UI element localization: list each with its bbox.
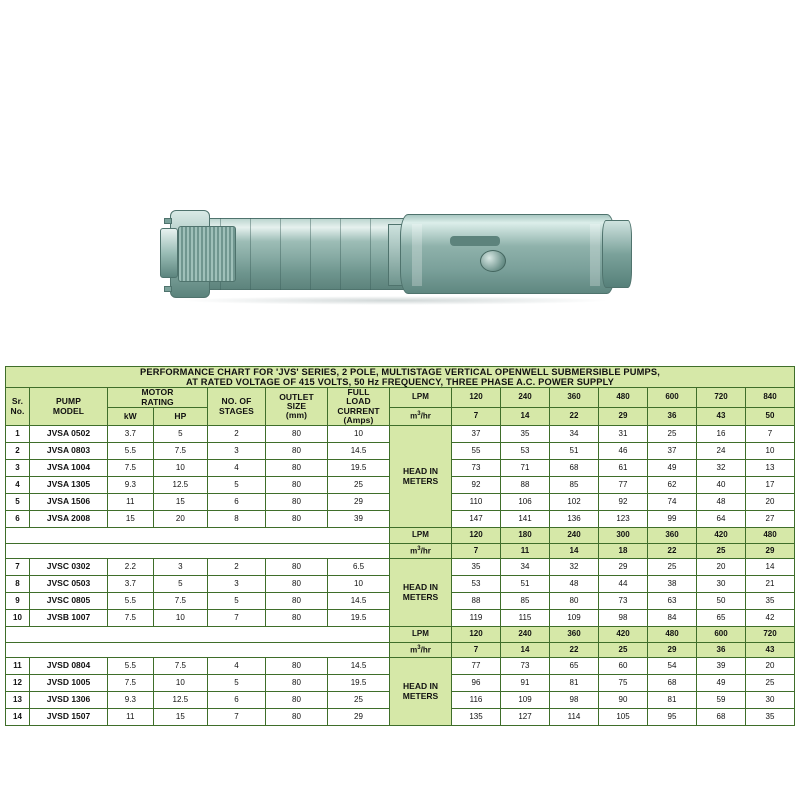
m3hr-value: 7	[452, 643, 501, 658]
cell-head: 20	[697, 559, 746, 576]
m3hr-value: 22	[648, 544, 697, 559]
cell-head: 35	[501, 426, 550, 443]
cell-head: 99	[648, 511, 697, 528]
cell-sr-no: 4	[6, 477, 30, 494]
m3hr-band-row-3	[6, 643, 795, 658]
cell-head: 92	[452, 477, 501, 494]
cell-current: 19.5	[328, 460, 390, 477]
cell-head: 29	[599, 559, 648, 576]
cell-head: 62	[648, 477, 697, 494]
lpm-value: 240	[550, 528, 599, 544]
cell-hp: 5	[153, 426, 207, 443]
cell-head: 53	[452, 576, 501, 593]
spacer-left-3	[6, 627, 390, 643]
cell-sr-no: 6	[6, 511, 30, 528]
cell-head: 35	[746, 709, 795, 726]
cell-head: 77	[452, 658, 501, 675]
cell-head: 61	[599, 460, 648, 477]
lpm-value: 720	[746, 627, 795, 643]
cell-kw: 3.7	[108, 426, 154, 443]
cell-sr-no: 12	[6, 675, 30, 692]
cell-hp: 12.5	[153, 477, 207, 494]
pump-strainer	[178, 226, 236, 282]
cell-current: 10	[328, 426, 390, 443]
cell-outlet: 80	[266, 511, 328, 528]
cell-current: 39	[328, 511, 390, 528]
cell-head: 59	[697, 692, 746, 709]
pump-shadow	[180, 296, 610, 305]
pump-motor-housing	[400, 214, 615, 294]
cell-head: 106	[501, 494, 550, 511]
cell-pump-model: JVSA 2008	[30, 511, 108, 528]
pump-bolt	[480, 250, 506, 272]
cell-head: 37	[452, 426, 501, 443]
header-motor-rating: MOTOR RATING	[108, 388, 208, 408]
table-title-line-2: AT RATED VOLTAGE OF 415 VOLTS, 50 Hz FREQUENCY, THREE PHASE A.C. POWER SUPPLY	[186, 377, 614, 388]
m3hr-value: 43	[746, 643, 795, 658]
cell-hp: 15	[153, 494, 207, 511]
cell-outlet: 80	[266, 692, 328, 709]
spacer-left-2b	[6, 544, 390, 559]
cell-sr-no: 1	[6, 426, 30, 443]
cell-hp: 20	[153, 511, 207, 528]
cell-head: 147	[452, 511, 501, 528]
cell-pump-model: JVSB 1007	[30, 610, 108, 627]
cell-head: 38	[648, 576, 697, 593]
cell-head: 71	[501, 460, 550, 477]
cell-head: 39	[697, 658, 746, 675]
cell-pump-model: JVSA 0803	[30, 443, 108, 460]
cell-sr-no: 2	[6, 443, 30, 460]
lpm-band-row-2	[6, 528, 795, 544]
cell-head: 74	[648, 494, 697, 511]
cell-head: 88	[452, 593, 501, 610]
cell-head: 32	[697, 460, 746, 477]
cell-hp: 10	[153, 460, 207, 477]
cell-head: 25	[746, 675, 795, 692]
lpm-value: 480	[599, 388, 648, 408]
header-row-2	[6, 408, 795, 426]
lpm-value: 240	[501, 627, 550, 643]
m3hr-value: 50	[746, 408, 795, 426]
table-title-row	[6, 367, 795, 388]
cell-head: 110	[452, 494, 501, 511]
cell-head: 136	[550, 511, 599, 528]
cell-kw: 5.5	[108, 658, 154, 675]
cell-head: 34	[501, 559, 550, 576]
cell-head: 30	[746, 692, 795, 709]
header-m3hr-block-2: $m^3/hr$	[390, 544, 452, 559]
table-row	[6, 426, 795, 443]
m3hr-value: 18	[599, 544, 648, 559]
cell-head: 98	[599, 610, 648, 627]
lpm-value: 120	[452, 528, 501, 544]
lpm-value: 180	[501, 528, 550, 544]
cell-pump-model: JVSC 0302	[30, 559, 108, 576]
cell-current: 10	[328, 576, 390, 593]
cell-stages: 3	[208, 576, 266, 593]
cell-head: 48	[697, 494, 746, 511]
lpm-value: 600	[697, 627, 746, 643]
cell-stages: 6	[208, 494, 266, 511]
cell-head: 109	[501, 692, 550, 709]
cell-hp: 5	[153, 576, 207, 593]
cell-head: 102	[550, 494, 599, 511]
cell-pump-model: JVSD 1507	[30, 709, 108, 726]
cell-outlet: 80	[266, 709, 328, 726]
cell-current: 25	[328, 477, 390, 494]
cell-head: 50	[697, 593, 746, 610]
cell-head: 35	[746, 593, 795, 610]
pump-stage-line	[370, 218, 371, 290]
cell-head: 21	[746, 576, 795, 593]
cell-outlet: 80	[266, 443, 328, 460]
product-image-area	[0, 0, 800, 360]
cell-current: 14.5	[328, 658, 390, 675]
lpm-value: 840	[746, 388, 795, 408]
header-lpm-block-2: LPM	[390, 528, 452, 544]
m3hr-value: 29	[746, 544, 795, 559]
m3hr-value: 11	[501, 544, 550, 559]
pump-motor-rib	[590, 224, 600, 286]
cell-outlet: 80	[266, 494, 328, 511]
cell-head: 46	[599, 443, 648, 460]
cell-head: 116	[452, 692, 501, 709]
cell-stages: 2	[208, 426, 266, 443]
cell-outlet: 80	[266, 576, 328, 593]
cell-head: 91	[501, 675, 550, 692]
cell-head: 135	[452, 709, 501, 726]
cell-head: 20	[746, 658, 795, 675]
lpm-band-row-3	[6, 627, 795, 643]
cell-pump-model: JVSD 0804	[30, 658, 108, 675]
cell-pump-model: JVSA 1004	[30, 460, 108, 477]
cell-head: 88	[501, 477, 550, 494]
cell-kw: 7.5	[108, 675, 154, 692]
cell-stages: 7	[208, 709, 266, 726]
cell-outlet: 80	[266, 559, 328, 576]
header-no-of-stages: NO. OF STAGES	[208, 388, 266, 426]
cell-stages: 6	[208, 692, 266, 709]
cell-head: 55	[452, 443, 501, 460]
header-full-load-current: FULL LOAD CURRENT (Amps)	[328, 388, 390, 426]
cell-outlet: 80	[266, 658, 328, 675]
cell-current: 19.5	[328, 675, 390, 692]
cell-head: 65	[697, 610, 746, 627]
cell-head: 73	[501, 658, 550, 675]
cell-stages: 5	[208, 675, 266, 692]
cell-kw: 3.7	[108, 576, 154, 593]
cell-head: 85	[550, 477, 599, 494]
lpm-value: 240	[501, 388, 550, 408]
cell-pump-model: JVSA 1506	[30, 494, 108, 511]
cell-head: 123	[599, 511, 648, 528]
cell-head: 13	[746, 460, 795, 477]
cell-stages: 5	[208, 477, 266, 494]
m3hr-value: 14	[550, 544, 599, 559]
lpm-value: 600	[648, 388, 697, 408]
cell-stages: 5	[208, 593, 266, 610]
m3hr-value: 22	[550, 408, 599, 426]
lpm-value: 120	[452, 627, 501, 643]
header-sr-no: Sr. No.	[6, 388, 30, 426]
cell-current: 19.5	[328, 610, 390, 627]
cell-pump-model: JVSC 0805	[30, 593, 108, 610]
cell-head: 68	[550, 460, 599, 477]
cell-stages: 3	[208, 443, 266, 460]
pump-illustration	[150, 200, 660, 310]
pump-stage-line	[310, 218, 311, 290]
cell-head: 68	[648, 675, 697, 692]
cell-head: 32	[550, 559, 599, 576]
cell-stages: 2	[208, 559, 266, 576]
cell-head: 92	[599, 494, 648, 511]
header-lpm-block-3: LPM	[390, 627, 452, 643]
lpm-value: 480	[648, 627, 697, 643]
cell-hp: 12.5	[153, 692, 207, 709]
cell-head: 65	[550, 658, 599, 675]
cell-hp: 3	[153, 559, 207, 576]
cell-outlet: 80	[266, 477, 328, 494]
lpm-value: 420	[599, 627, 648, 643]
cell-head: 17	[746, 477, 795, 494]
cell-outlet: 80	[266, 610, 328, 627]
cell-stages: 4	[208, 460, 266, 477]
cell-head: 115	[501, 610, 550, 627]
pump-flange	[160, 228, 178, 278]
cell-kw: 5.5	[108, 443, 154, 460]
lpm-value: 300	[599, 528, 648, 544]
cell-outlet: 80	[266, 593, 328, 610]
cell-sr-no: 11	[6, 658, 30, 675]
cell-hp: 10	[153, 610, 207, 627]
m3hr-value: 7	[452, 408, 501, 426]
pump-motor-rib	[412, 224, 422, 286]
header-kw: kW	[108, 408, 154, 426]
cell-sr-no: 3	[6, 460, 30, 477]
cell-sr-no: 8	[6, 576, 30, 593]
cell-hp: 7.5	[153, 593, 207, 610]
cell-head: 42	[746, 610, 795, 627]
cell-head: 40	[697, 477, 746, 494]
cell-head: 34	[550, 426, 599, 443]
cell-kw: 7.5	[108, 610, 154, 627]
cell-kw: 11	[108, 709, 154, 726]
cell-kw: 9.3	[108, 477, 154, 494]
label-head-in-meters-3: HEAD IN METERS	[390, 658, 452, 726]
cell-kw: 2.2	[108, 559, 154, 576]
header-lpm-block-1: LPM	[390, 388, 452, 408]
performance-chart-table	[5, 366, 795, 726]
cell-head: 53	[501, 443, 550, 460]
cell-head: 127	[501, 709, 550, 726]
cell-current: 29	[328, 494, 390, 511]
label-head-in-meters-1: HEAD IN METERS	[390, 426, 452, 528]
cell-head: 20	[746, 494, 795, 511]
m3hr-value: 29	[599, 408, 648, 426]
cell-head: 84	[648, 610, 697, 627]
cell-head: 35	[452, 559, 501, 576]
pump-brace	[164, 218, 172, 224]
cell-stages: 8	[208, 511, 266, 528]
m3hr-value: 14	[501, 643, 550, 658]
cell-sr-no: 5	[6, 494, 30, 511]
m3hr-value: 22	[550, 643, 599, 658]
table-title-line-1: PERFORMANCE CHART FOR 'JVS' SERIES, 2 POLE, MULTISTAGE VERTICAL OPENWELL SUBMERSIBLE PUMPS,	[140, 367, 660, 377]
cell-current: 6.5	[328, 559, 390, 576]
cell-head: 81	[550, 675, 599, 692]
cell-head: 90	[599, 692, 648, 709]
cell-head: 119	[452, 610, 501, 627]
cell-head: 96	[452, 675, 501, 692]
cell-head: 68	[697, 709, 746, 726]
cell-current: 29	[328, 709, 390, 726]
cell-head: 10	[746, 443, 795, 460]
lpm-value: 120	[452, 388, 501, 408]
header-hp: HP	[153, 408, 207, 426]
cell-hp: 10	[153, 675, 207, 692]
header-m3hr-block-1: $m^3/hr$	[390, 408, 452, 426]
m3hr-value: 36	[697, 643, 746, 658]
cell-outlet: 80	[266, 460, 328, 477]
cell-head: 31	[599, 426, 648, 443]
cell-outlet: 80	[266, 675, 328, 692]
cell-head: 49	[697, 675, 746, 692]
cell-head: 77	[599, 477, 648, 494]
header-m3hr-block-3: $m^3/hr$	[390, 643, 452, 658]
cell-current: 14.5	[328, 593, 390, 610]
header-pump-model: PUMP MODEL	[30, 388, 108, 426]
cell-kw: 7.5	[108, 460, 154, 477]
cell-hp: 15	[153, 709, 207, 726]
table-row	[6, 559, 795, 576]
cell-head: 24	[697, 443, 746, 460]
cell-current: 25	[328, 692, 390, 709]
cell-head: 114	[550, 709, 599, 726]
cell-head: 7	[746, 426, 795, 443]
cell-head: 51	[550, 443, 599, 460]
m3hr-value: 43	[697, 408, 746, 426]
header-outlet-size: OUTLET SIZE (mm)	[266, 388, 328, 426]
cell-head: 64	[697, 511, 746, 528]
m3hr-value: 36	[648, 408, 697, 426]
cell-head: 81	[648, 692, 697, 709]
lpm-value: 360	[550, 627, 599, 643]
cell-head: 54	[648, 658, 697, 675]
m3hr-value: 7	[452, 544, 501, 559]
cell-current: 14.5	[328, 443, 390, 460]
cell-head: 48	[550, 576, 599, 593]
cell-sr-no: 10	[6, 610, 30, 627]
cell-head: 27	[746, 511, 795, 528]
pump-stage-line	[280, 218, 281, 290]
lpm-value: 720	[697, 388, 746, 408]
lpm-value: 480	[746, 528, 795, 544]
m3hr-value: 14	[501, 408, 550, 426]
pump-stage-line	[340, 218, 341, 290]
pump-cable	[450, 236, 500, 246]
cell-head: 63	[648, 593, 697, 610]
pump-stage-line	[250, 218, 251, 290]
cell-head: 30	[697, 576, 746, 593]
cell-head: 25	[648, 426, 697, 443]
cell-kw: 5.5	[108, 593, 154, 610]
cell-sr-no: 9	[6, 593, 30, 610]
cell-head: 37	[648, 443, 697, 460]
cell-pump-model: JVSD 1005	[30, 675, 108, 692]
cell-sr-no: 14	[6, 709, 30, 726]
cell-pump-model: JVSA 1305	[30, 477, 108, 494]
cell-sr-no: 13	[6, 692, 30, 709]
cell-head: 85	[501, 593, 550, 610]
cell-head: 16	[697, 426, 746, 443]
spacer-left-2	[6, 528, 390, 544]
cell-head: 75	[599, 675, 648, 692]
lpm-value: 420	[697, 528, 746, 544]
cell-head: 95	[648, 709, 697, 726]
pump-brace	[164, 286, 172, 292]
m3hr-value: 29	[648, 643, 697, 658]
pump-end-cap	[602, 220, 632, 288]
cell-pump-model: JVSD 1306	[30, 692, 108, 709]
header-row-1	[6, 388, 795, 408]
cell-head: 14	[746, 559, 795, 576]
cell-head: 73	[452, 460, 501, 477]
cell-outlet: 80	[266, 426, 328, 443]
m3hr-band-row-2	[6, 544, 795, 559]
cell-sr-no: 7	[6, 559, 30, 576]
cell-head: 44	[599, 576, 648, 593]
lpm-value: 360	[648, 528, 697, 544]
cell-head: 51	[501, 576, 550, 593]
table-row	[6, 658, 795, 675]
cell-hp: 7.5	[153, 443, 207, 460]
cell-kw: 11	[108, 494, 154, 511]
cell-head: 141	[501, 511, 550, 528]
table-title	[6, 367, 795, 388]
cell-stages: 4	[208, 658, 266, 675]
cell-kw: 15	[108, 511, 154, 528]
m3hr-value: 25	[599, 643, 648, 658]
spacer-left-3b	[6, 643, 390, 658]
cell-pump-model: JVSC 0503	[30, 576, 108, 593]
lpm-value: 360	[550, 388, 599, 408]
cell-kw: 9.3	[108, 692, 154, 709]
cell-stages: 7	[208, 610, 266, 627]
label-head-in-meters-2: HEAD IN METERS	[390, 559, 452, 627]
m3hr-value: 25	[697, 544, 746, 559]
cell-head: 109	[550, 610, 599, 627]
cell-head: 80	[550, 593, 599, 610]
cell-pump-model: JVSA 0502	[30, 426, 108, 443]
cell-head: 73	[599, 593, 648, 610]
cell-head: 60	[599, 658, 648, 675]
cell-hp: 7.5	[153, 658, 207, 675]
cell-head: 105	[599, 709, 648, 726]
cell-head: 49	[648, 460, 697, 477]
cell-head: 25	[648, 559, 697, 576]
cell-head: 98	[550, 692, 599, 709]
